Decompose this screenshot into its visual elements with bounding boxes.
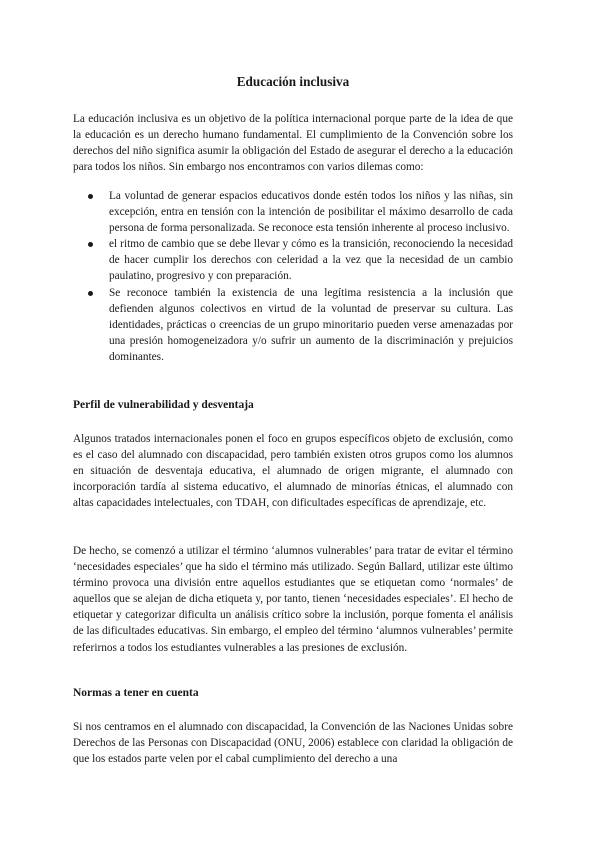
- list-item-text: La voluntad de generar espacios educativos donde estén todos los niños y las niñas, sin excepción, entra en tensión con la intención de posibilitar el máximo desarrollo de cada persona de forma personalizada. Se reconoce esta tensión inherente al proceso inclusivo.: [109, 190, 513, 235]
- dilemma-list: [73, 188, 513, 365]
- norms-paragraph-1: Si nos centramos en el alumnado con discapacidad, la Convención de las Naciones Unidas sobre Derechos de las Personas con Discapacidad (ONU, 2006) establece con claridad la obligación de que los estados parte velen por el cabal cumplimiento del derecho a una: [73, 721, 513, 766]
- document-title: Educación inclusiva: [236, 74, 350, 89]
- list-item: [73, 188, 513, 236]
- list-item-text: Se reconoce también la existencia de una legítima resistencia a la inclusión que defienden algunos colectivos en virtud de la voluntad de preservar su cultura. Las identidades, prácticas o creencias de un grupo minoritario pueden verse amenazadas por una presión homogeneizadora y/o sufrir un aumento de la discriminación y prejuicios dominantes.: [109, 286, 513, 363]
- section-heading-norms: Normas a tener en cuenta: [73, 687, 199, 699]
- list-item-text: el ritmo de cambio que se debe llevar y cómo es la transición, reconociendo la necesidad de hacer cumplir los derechos con celeridad a la vez que la necesidad de un cambio paulatino, progresivo y con preparación.: [109, 238, 513, 283]
- bullet-icon: [88, 291, 93, 296]
- section-heading-vulnerability: Perfil de vulnerabilidad y desventaja: [73, 399, 254, 411]
- vulnerability-paragraph-1: Algunos tratados internacionales ponen el foco en grupos específicos objeto de exclusión, como es el caso del alumnado con discapacidad, pero también existen otros grupos como los alumnos en situación de desventaja educativa, el alumnado de origen migrante, el alumnado con incorporación tardía al sistema educativo, el alumnado de minorías étnicas, el alumnado con altas capacidades intelectuales, con TDAH, con dificultades específicas de aprendizaje, etc.: [73, 433, 513, 510]
- bullet-icon: [88, 194, 93, 199]
- bullet-icon: [88, 242, 93, 247]
- list-item: [73, 285, 513, 365]
- vulnerability-paragraph-2: De hecho, se comenzó a utilizar el término ‘alumnos vulnerables’ para tratar de evitar el término ‘necesidades especiales’ que ha sido el término más utilizado. Según Ballard, utilizar este último término provoca una división entre aquellos estudiantes que se etiquetan como ‘normales’ de aquellos que se alejan de dicha etiqueta y, por tanto, tienen ‘necesidades especiales’. El hecho de etiquetar y categorizar dificulta un análisis crítico sobre la inclusión, porque fomenta el análisis de las dificultades educativas. Sin embargo, el empleo del término ‘alumnos vulnerables’ permite referirnos a todos los estudiantes vulnerables a las presiones de exclusión.: [73, 545, 513, 654]
- list-item: [73, 236, 513, 284]
- intro-paragraph: La educación inclusiva es un objetivo de la política internacional porque parte de la idea de que la educación es un derecho humano fundamental. El cumplimiento de la Convención sobre los derechos del niño significa asumir la obligación del Estado de asegurar el derecho a la educación para todos los niños. Sin embargo nos encontramos con varios dilemas como:: [73, 113, 513, 174]
